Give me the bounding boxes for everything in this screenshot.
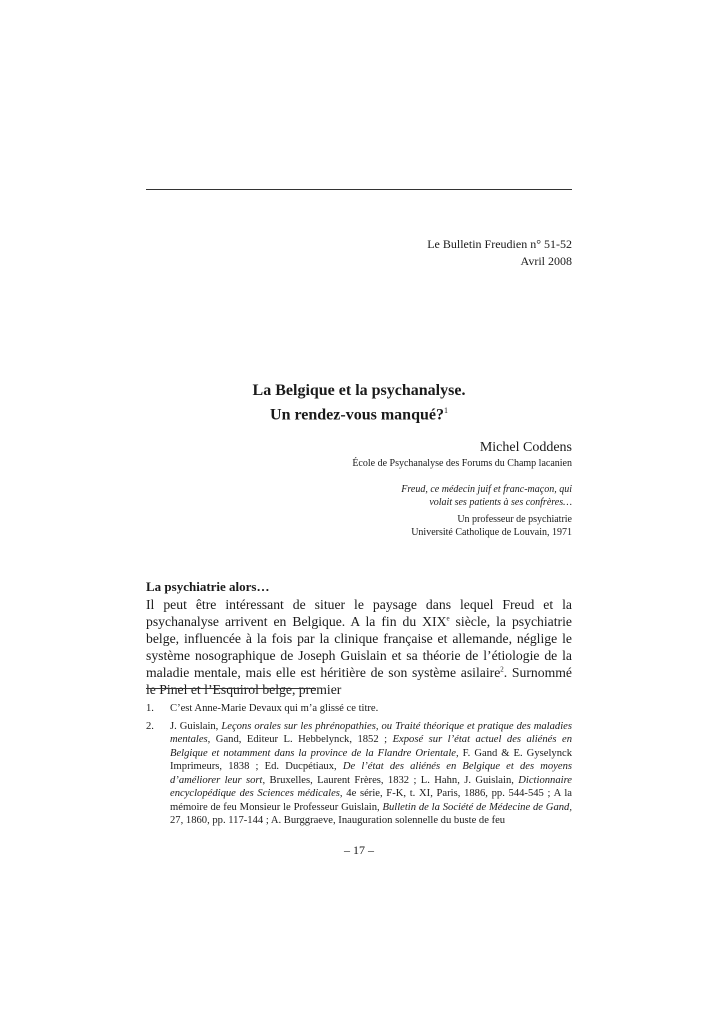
title-footnote-ref: 1 (443, 406, 448, 415)
century-superscript: e (446, 614, 450, 623)
body-text-part-2: siècle, la psychiatrie belge, influencée à la fois par la clinique française et allemande, néglige le système nosographique de Joseph Guislain et sa théorie de l’étiologie de la maladie mentale, mais elle est héritière de son système asilaire (146, 613, 572, 680)
epigraph-source-line-2: Université Catholique de Louvain, 1971 (411, 527, 572, 538)
fn2-part: 27, 1860, pp. 117-144 ; A. Burggraeve, Inauguration solennelle du buste de feu (170, 815, 506, 826)
journal-header (427, 236, 572, 270)
fn2-part: F. Gand & E. Gyselynck Imprimeurs, 1838 ; Ed. Ducpétiaux, (170, 747, 572, 772)
epigraph-source (411, 513, 572, 539)
footnote-number: 2. (146, 720, 154, 732)
footnote-2 (146, 720, 572, 828)
fn2-part: , Bruxelles, Laurent Frères, 1832 ; L. Hahn, J. Guislain, (262, 774, 519, 786)
footnote-1 (146, 702, 572, 716)
fn2-title: Leçons orales sur les phrénopathies, ou Traité théorique et pratique des maladies mentales, (170, 720, 572, 745)
author-affiliation: École de Psychanalyse des Forums du Champ lacanien (352, 458, 572, 469)
title-line-2-text: Un rendez-vous manqué? (270, 406, 444, 424)
header-rule (146, 189, 572, 190)
epigraph-line-2: volait ses patients à ses confrères… (429, 497, 572, 508)
article-title (146, 381, 572, 425)
author-name: Michel Coddens (479, 440, 572, 455)
fn2-title: Exposé sur l’état actuel des aliénés en Belgique et notamment dans la province de la Flandre Orientale, (170, 734, 572, 759)
fn2-part: J. Guislain, (170, 720, 222, 732)
footnotes (146, 702, 572, 832)
body-paragraph (146, 597, 572, 698)
fn2-part: Gand, Editeur L. Hebbelynck, 1852 ; (210, 734, 393, 745)
fn2-title: Dictionnaire encyclopédique des Sciences médicales, (170, 774, 573, 799)
title-line-1: La Belgique et la psychanalyse. (252, 382, 466, 399)
fn2-title: De l’état des aliénés en Belgique et des moyens d’améliorer leur sort (170, 761, 573, 786)
title-line-2 (146, 401, 572, 425)
issue-date: Avril 2008 (520, 254, 572, 268)
footnote-ref-2: 2 (500, 665, 504, 674)
section-heading: La psychiatrie alors… (146, 579, 270, 594)
fn2-part: 4e série, F-K, t. XI, Paris, 1886, pp. 544-545 ; A la mémoire de feu Monsieur le Professeur Guislain, (170, 788, 572, 813)
epigraph-line-1: Freud, ce médecin juif et franc-maçon, qui (401, 484, 572, 495)
footnote-number: 1. (146, 703, 154, 714)
epigraph-source-line-1: Un professeur de psychiatrie (457, 514, 572, 525)
body-text-part-1: Il peut être intéressant de situer le paysage dans lequel Freud et la psychanalyse arrivent en Belgique. A la fin du XIX (146, 597, 572, 629)
footnote-text (170, 720, 572, 828)
footnote-rule (146, 688, 316, 689)
body-text-part-3: . Surnommé le Pinel et l’Esquirol belge, premier (146, 664, 572, 697)
epigraph (401, 483, 572, 509)
footnote-text: C’est Anne-Marie Devaux qui m’a glissé ce titre. (170, 703, 379, 714)
page-number: – 17 – (344, 843, 374, 857)
fn2-title: Bulletin de la Société de Médecine de Gand, (382, 801, 572, 813)
journal-name: Le Bulletin Freudien n° 51-52 (427, 237, 572, 251)
